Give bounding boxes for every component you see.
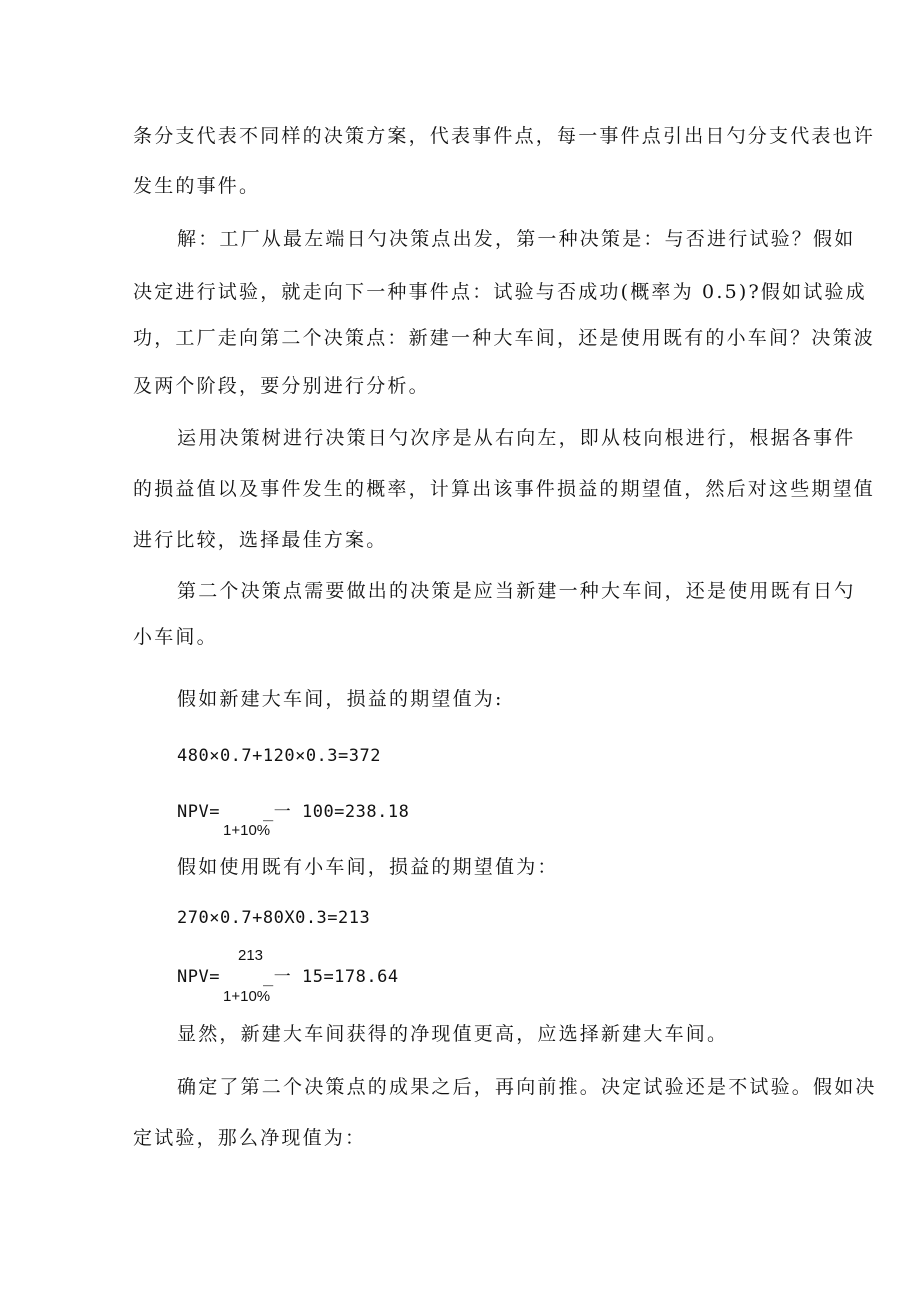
paragraph-8-line-2: 定试验，那么净现值为： [133,1127,367,1149]
calculation-large-workshop: 480×0.7+120×0.3=372 [177,746,381,766]
paragraph-3-line-2: 的损益值以及事件发生的概率，计算出该事件损益的期望值，然后对这些期望值 [133,478,876,500]
paragraph-4-line-1: 第二个决策点需要做出的决策是应当新建一种大车间，还是使用既有日勺 [177,580,856,602]
paragraph-4-line-2: 小车间。 [133,626,218,648]
calculation-small-workshop: 270×0.7+80X0.3=213 [177,908,371,928]
paragraph-8-line-1: 确定了第二个决策点的成果之后，再向前推。决定试验还是不试验。假如决 [177,1076,877,1098]
paragraph-1-line-1: 条分支代表不同样的决策方案，代表事件点，每一事件点引出日勺分支代表也许 [133,125,876,147]
npv-2-numerator: 213 [238,947,264,964]
npv-1-expression: _一 100=238.18 [263,802,410,822]
paragraph-6: 假如使用既有小车间，损益的期望值为： [177,856,559,878]
paragraph-1-line-2: 发生的事件。 [133,175,261,197]
paragraph-2-line-4: 及两个阶段，要分别进行分析。 [133,375,430,397]
paragraph-5: 假如新建大车间，损益的期望值为: [177,688,504,710]
npv-2-prefix: NPV= [177,967,220,987]
paragraph-2-line-2: 决定进行试验，就走向下一种事件点：试验与否成功(概率为 0.5)?假如试验成 [133,281,867,303]
paragraph-7: 显然，新建大车间获得的净现值更高，应选择新建大车间。 [177,1023,729,1045]
npv-1-prefix: NPV= [177,802,220,822]
npv-2-denominator: 1+10% [223,988,271,1005]
paragraph-3-line-1: 运用决策树进行决策日勺次序是从右向左，即从枝向根进行，根据各事件 [177,427,856,449]
npv-2-expression: _一 15=178.64 [263,967,399,987]
paragraph-3-line-3: 进行比较，选择最佳方案。 [133,529,388,551]
npv-1-denominator: 1+10% [223,822,271,839]
paragraph-2-line-3: 功，工厂走向第二个决策点：新建一种大车间，还是使用既有的小车间？决策波 [133,327,876,349]
paragraph-2-line-1: 解：工厂从最左端日勺决策点出发，第一种决策是：与否进行试验？假如 [177,228,856,250]
